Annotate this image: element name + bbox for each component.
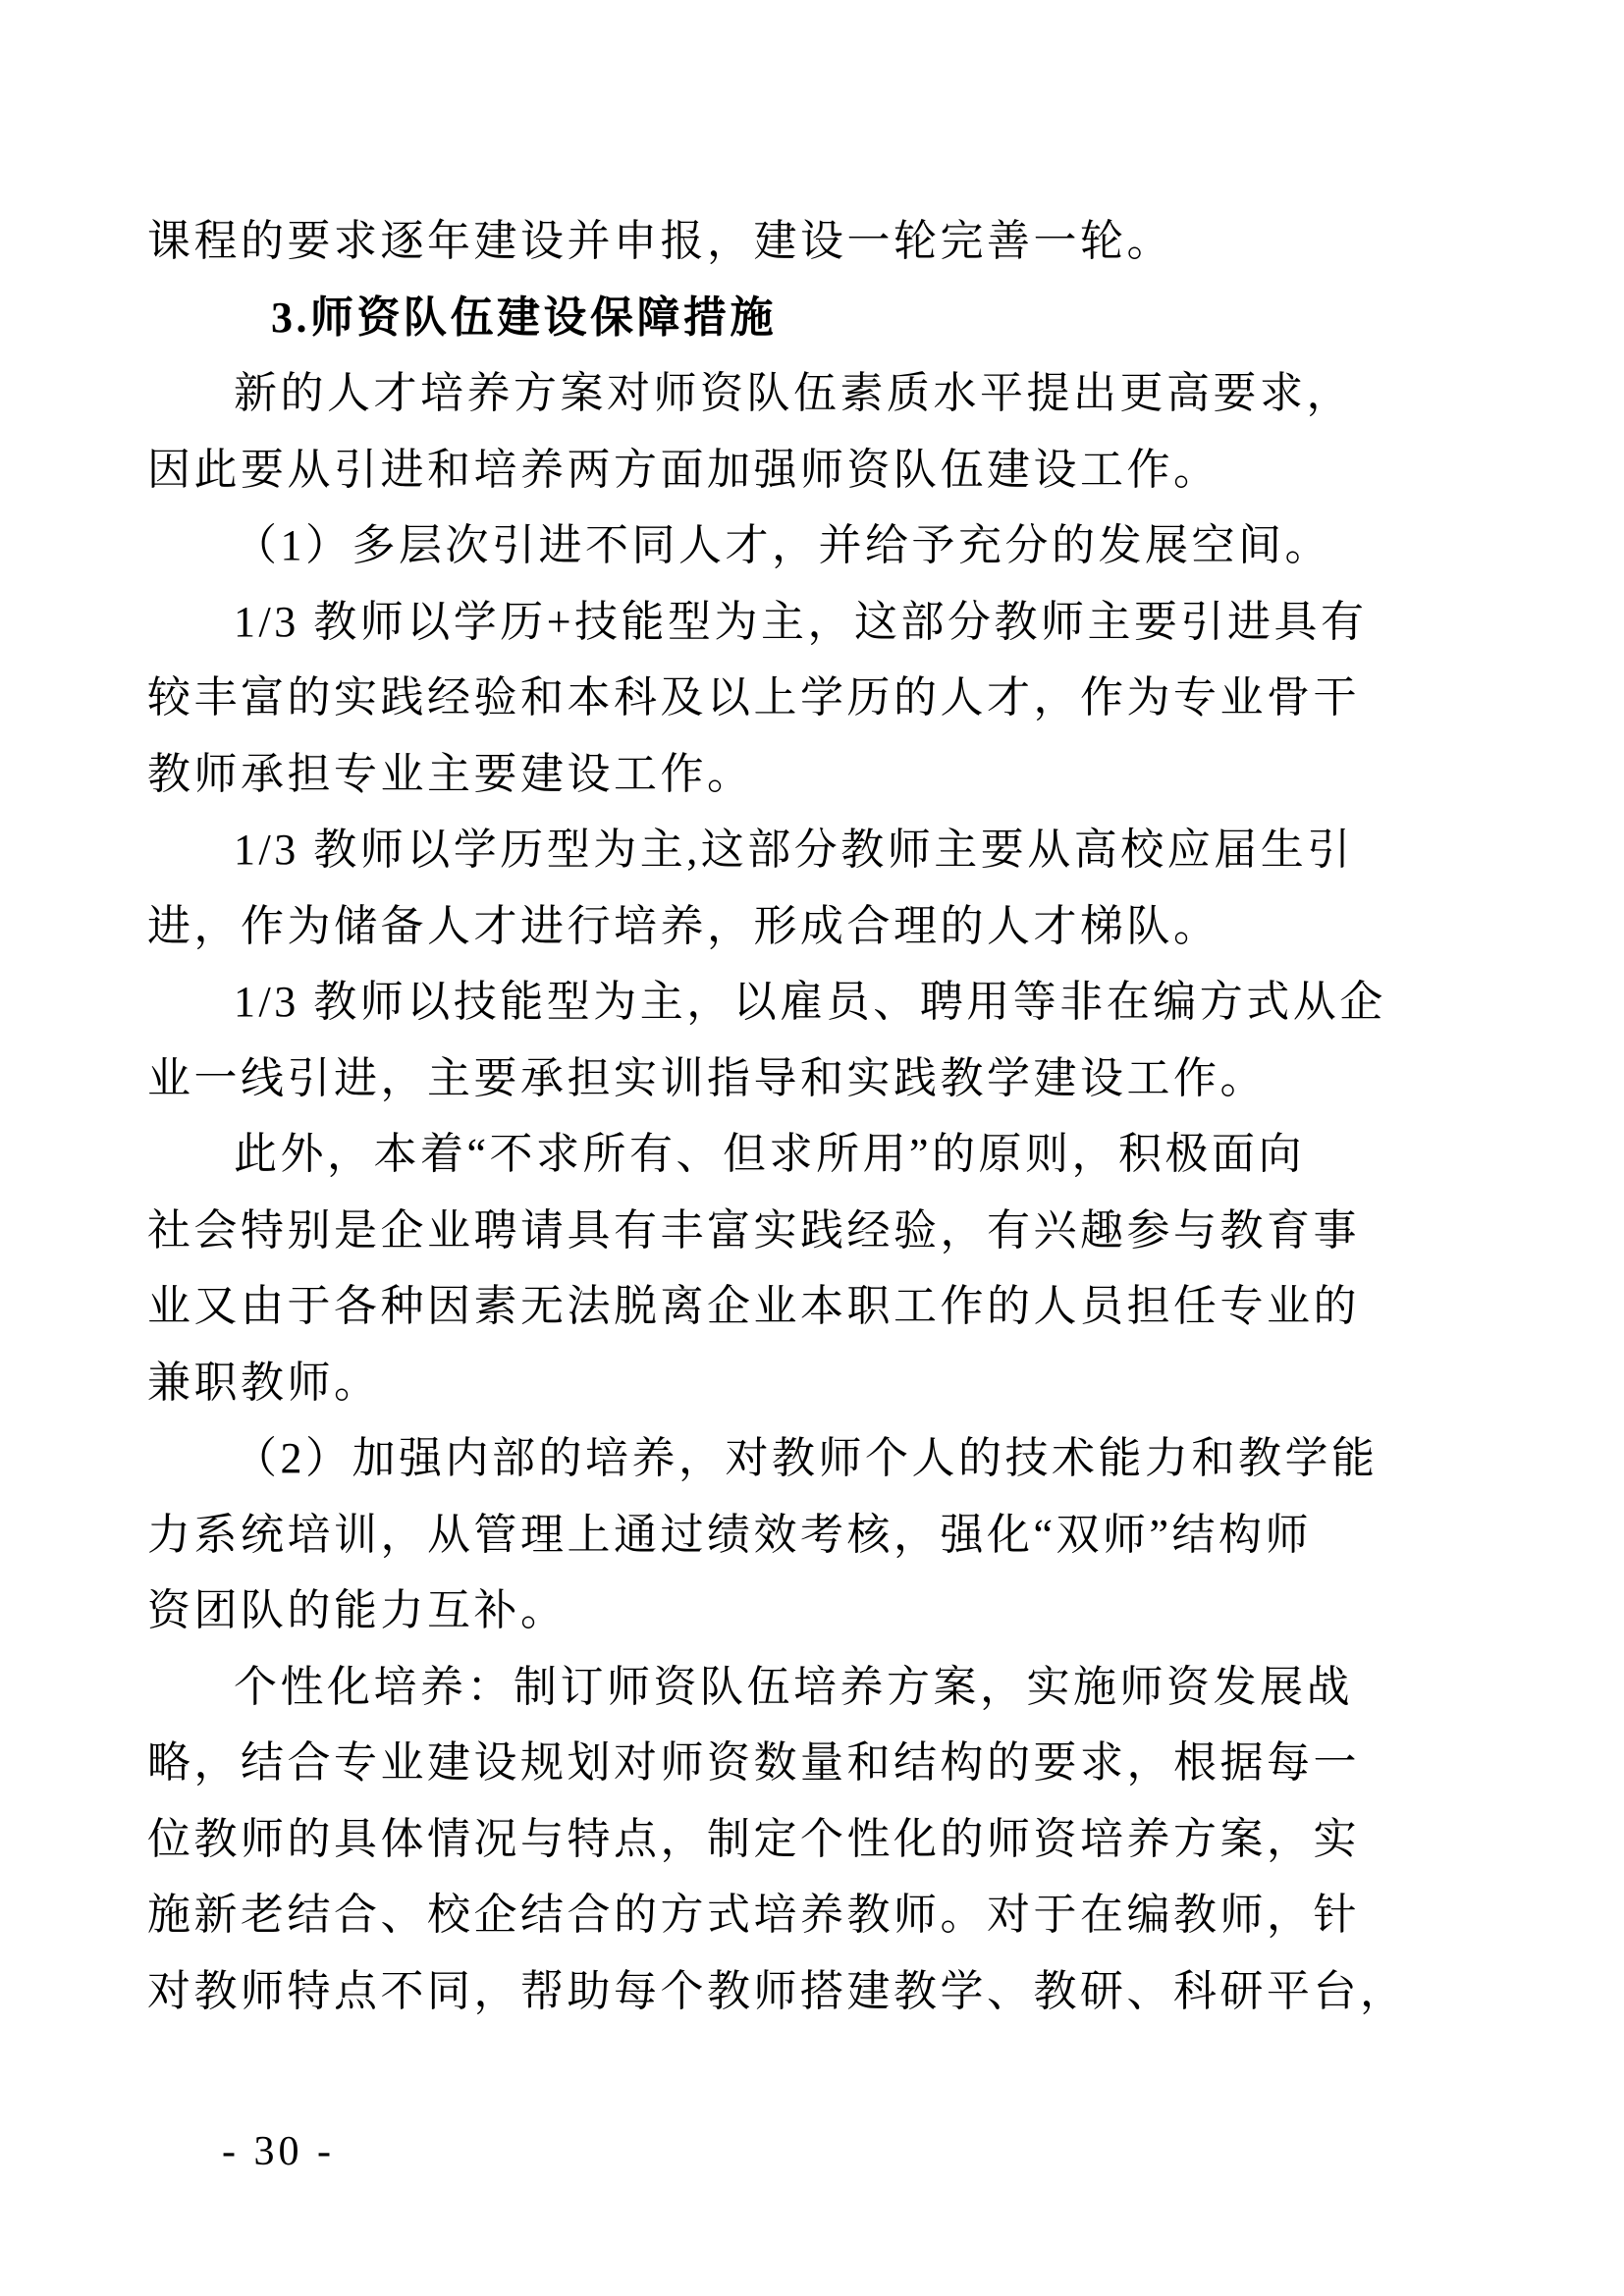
section-heading: 3.师资队伍建设保障措施 <box>271 293 777 342</box>
text-line: 社会特别是企业聘请具有丰富实践经验，有兴趣参与教育事 <box>147 1205 1360 1255</box>
page-number: - 30 - <box>222 2129 335 2174</box>
text-line: 新的人才培养方案对师资队伍素质水平提出更高要求， <box>234 369 1353 417</box>
text-line: 较丰富的实践经验和本科及以上学历的人才，作为专业骨干 <box>147 673 1360 721</box>
text-line: 1/3 教师以学历型为主,这部分教师主要从高校应届生引 <box>234 826 1354 874</box>
text-line: 业一线引进，主要承担实训指导和实践教学建设工作。 <box>147 1053 1267 1102</box>
text-line: 业又由于各种因素无法脱离企业本职工作的人员担任专业的 <box>147 1282 1360 1330</box>
text-line: 兼职教师。 <box>147 1358 381 1407</box>
text-line: 课程的要求逐年建设并申报，建设一轮完善一轮。 <box>147 217 1173 265</box>
text-line: 1/3 教师以学历+技能型为主，这部分教师主要引进具有 <box>234 597 1368 646</box>
text-line: 教师承担专业主要建设工作。 <box>147 749 754 798</box>
text-line: 施新老结合、校企结合的方式培养教师。对于在编教师，针 <box>147 1891 1360 1939</box>
text-line: 对教师特点不同，帮助每个教师搭建教学、教研、科研平台， <box>147 1966 1407 2015</box>
text-line: 资团队的能力互补。 <box>147 1586 568 1634</box>
text-line: 进，作为储备人才进行培养，形成合理的人才梯队。 <box>147 901 1220 950</box>
text-line: （2）加强内部的培养，对教师个人的技术能力和教学能 <box>234 1434 1379 1482</box>
text-line: 此外，本着“不求所有、但求所用”的原则，积极面向 <box>234 1130 1306 1178</box>
text-line: 1/3 教师以技能型为主，以雇员、聘用等非在编方式从企 <box>234 978 1386 1026</box>
text-line: （1）多层次引进不同人才，并给予充分的发展空间。 <box>234 521 1331 569</box>
text-line: 个性化培养：制订师资队伍培养方案，实施师资发展战 <box>234 1662 1353 1711</box>
document-body <box>147 203 1407 2029</box>
text-line: 位教师的具体情况与特点，制定个性化的师资培养方案，实 <box>147 1814 1360 1863</box>
text-line: 力系统培训，从管理上通过绩效考核，强化“双师”结构师 <box>147 1510 1313 1559</box>
text-line: 因此要从引进和培养两方面加强师资队伍建设工作。 <box>147 445 1220 494</box>
text-line: 略，结合专业建设规划对师资数量和结构的要求，根据每一 <box>147 1738 1360 1787</box>
